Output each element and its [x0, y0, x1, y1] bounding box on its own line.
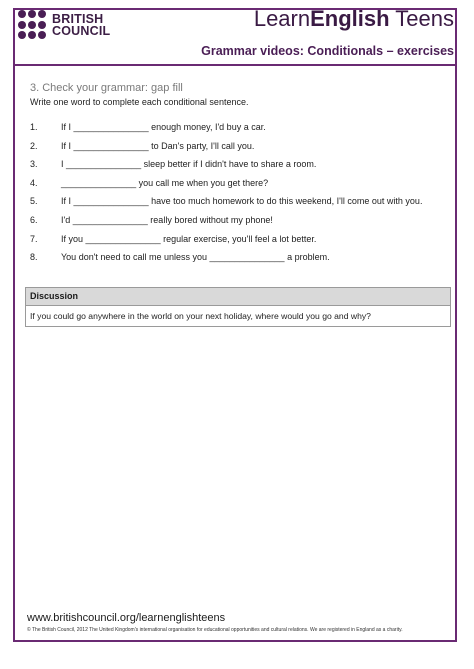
question-text: If I _______________ to Dan's party, I'll call you.: [61, 141, 255, 151]
site-title-light: Learn: [253, 6, 311, 31]
question-item: [30, 122, 266, 132]
footer-url[interactable]: www.britishcouncil.org/learnenglishteens: [27, 612, 226, 624]
question-text: You don't need to call me unless you _______________ a problem.: [61, 252, 330, 262]
question-item: [30, 215, 273, 225]
page-subtitle: Grammar videos: Conditionals – exercises: [201, 44, 454, 58]
british-council-logo: [18, 10, 110, 40]
section-instruction: Write one word to complete each conditional sentence.: [30, 97, 249, 107]
discussion-box: [25, 287, 451, 327]
question-number: 5.: [30, 196, 38, 206]
question-text: If you _______________ regular exercise, you'll feel a lot better.: [61, 234, 317, 244]
logo-text: [52, 13, 110, 37]
section-heading: 3. Check your grammar: gap fill: [30, 82, 183, 94]
question-text: If I _______________ have too much homework to do this weekend, I'll come out with you.: [61, 196, 423, 206]
logo-dots-icon: [18, 10, 48, 40]
question-text: I'd _______________ really bored without my phone!: [61, 215, 273, 225]
question-number: 2.: [30, 141, 38, 151]
question-item: [30, 196, 422, 206]
question-item: [30, 178, 268, 188]
site-title-bold: English: [310, 6, 390, 31]
question-text: _______________ you call me when you get there?: [61, 178, 269, 188]
question-number: 6.: [30, 215, 38, 225]
question-item: [30, 252, 330, 262]
question-item: [30, 234, 316, 244]
question-number: 7.: [30, 234, 38, 244]
question-number: 8.: [30, 252, 38, 262]
footer-copyright: © The British Council, 2012 The United Kingdom's international organisation for educational opportunities and cultural relations. We are registered in England as a charity.: [27, 627, 403, 633]
question-item: [30, 159, 316, 169]
question-number: 1.: [30, 122, 38, 132]
discussion-heading: [26, 288, 450, 306]
site-title-suffix: Teens: [395, 6, 454, 31]
logo-line-1: BRITISH: [52, 12, 104, 26]
question-item: [30, 141, 254, 151]
discussion-question: If you could go anywhere in the world on your next holiday, where would you go and why?: [30, 311, 371, 321]
header-divider: [13, 64, 457, 66]
logo-line-2: COUNCIL: [52, 24, 111, 38]
question-number: 4.: [30, 178, 38, 188]
site-title: [254, 6, 454, 32]
discussion-heading-text: Discussion: [30, 291, 79, 301]
question-number: 3.: [30, 159, 38, 169]
question-text: I _______________ sleep better if I didn't have to share a room.: [61, 159, 317, 169]
question-text: If I _______________ enough money, I'd buy a car.: [61, 122, 266, 132]
